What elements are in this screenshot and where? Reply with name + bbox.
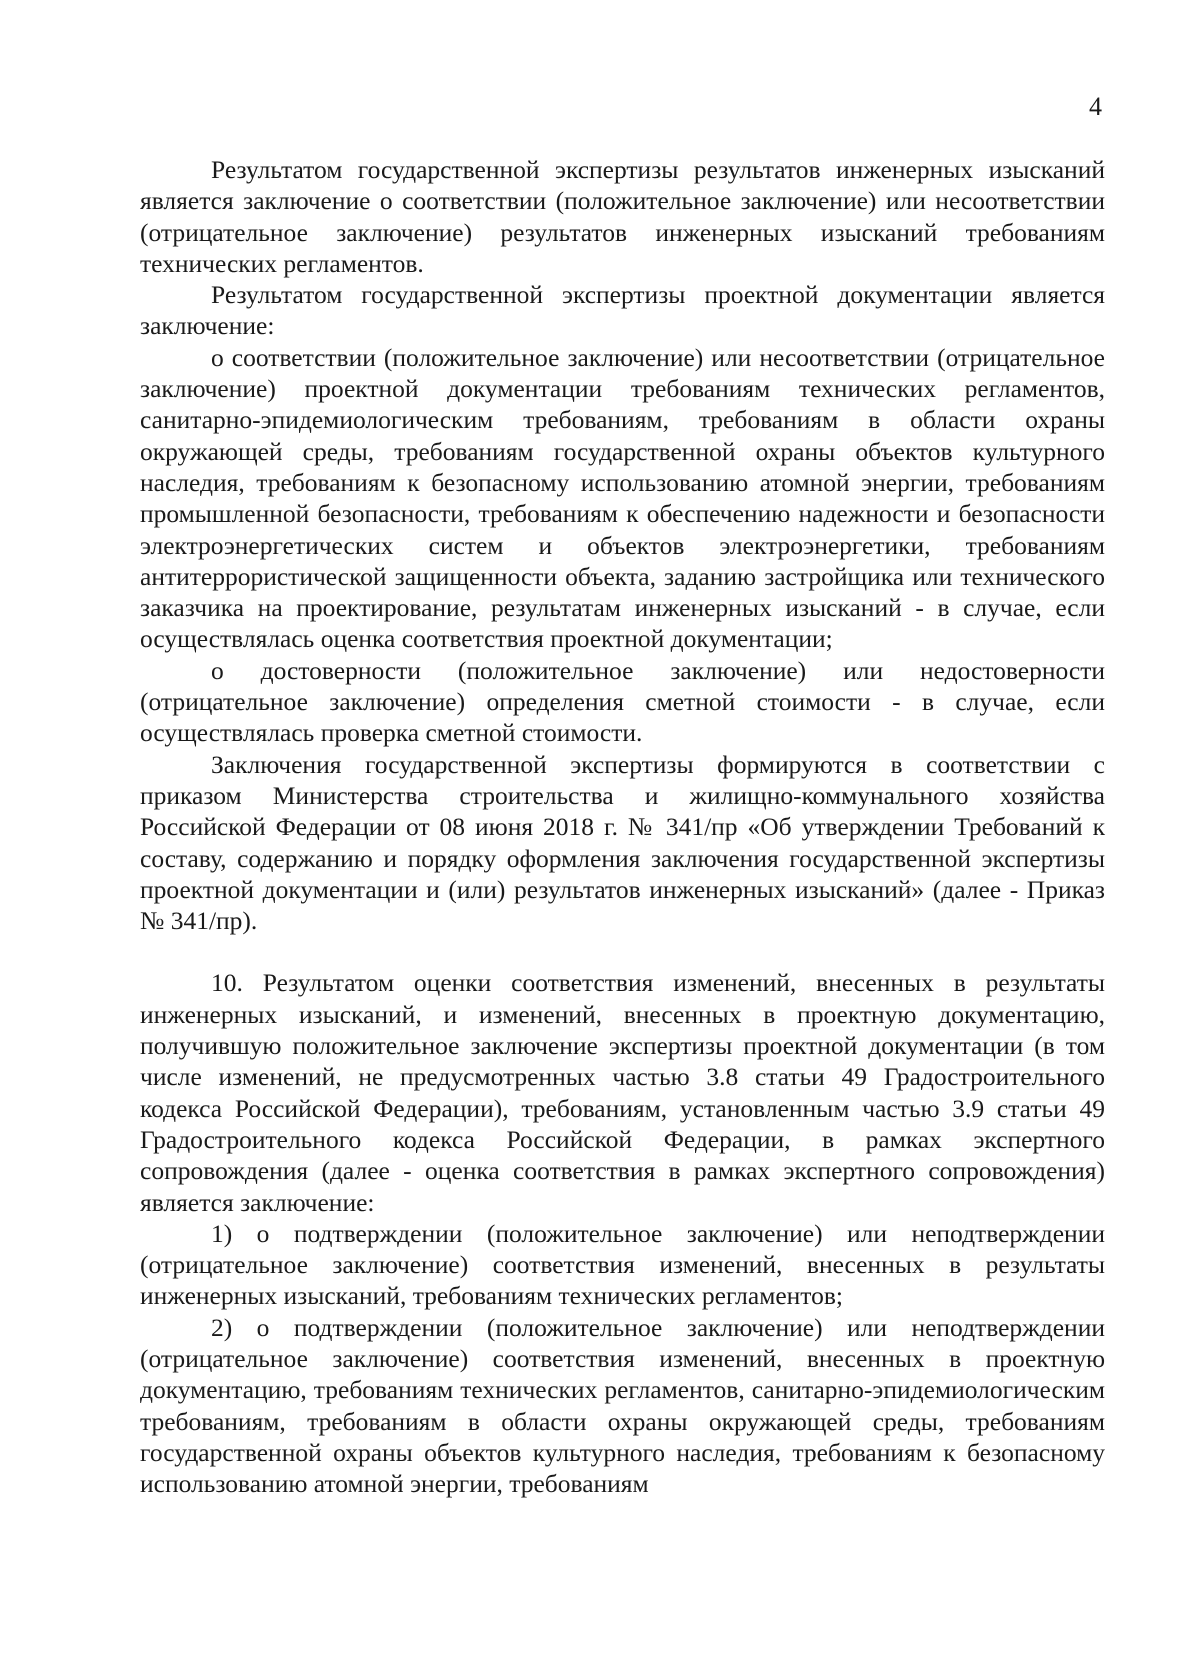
- paragraph-subitem-1: 1) о подтверждении (положительное заключение) или неподтверждении (отрицательное заключение) соответствия изменений, внесенных в результаты инженерных изысканий, требованиям технических регламентов;: [140, 1218, 1105, 1311]
- paragraph-compliance-option: о соответствии (положительное заключение) или несоответствии (отрицательное заключение) проектной документации требованиям технических регламентов, санитарно-эпидемиологическим требованиям, требованиям в области охраны окружающей среды, требованиям государственной охраны объектов культурного наследия, требованиям к безопасному использованию атомной энергии, требованиям промышленной безопасности, требованиям к обеспечению надежности и безопасности электроэнергетических систем и объектов электроэнергетики, требованиям антитеррористической защищенности объекта, заданию застройщика или технического заказчика на проектирование, результатам инженерных изысканий - в случае, если осуществлялась оценка соответствия проектной документации;: [140, 342, 1105, 654]
- paragraph-project-documentation-result: Результатом государственной экспертизы проектной документации является заключение:: [140, 280, 1105, 341]
- paragraph-item-10: 10. Результатом оценки соответствия изменений, внесенных в результаты инженерных изысканий, и изменений, внесенных в проектную документацию, получившую положительное заключение экспертизы проектной документации (в том числе изменений, не предусмотренных частью 3.8 статьи 49 Градостроительного кодекса Российской Федерации), требованиям, установленным частью 3.9 статьи 49 Градостроительного кодекса Российской Федерации, в рамках экспертного сопровождения (далее - оценка соответствия в рамках экспертного сопровождения) является заключение:: [140, 968, 1105, 1217]
- paragraph-conclusions-order: Заключения государственной экспертизы формируются в соответствии с приказом Министерства строительства и жилищно-коммунального хозяйства Российской Федерации от 08 июня 2018 г. № 341/пр «Об утверждении Требований к составу, содержанию и порядку оформления заключения государственной экспертизы проектной документации и (или) результатов инженерных изысканий» (далее - Приказ № 341/пр).: [140, 749, 1105, 936]
- paragraph-reliability-option: о достоверности (положительное заключение) или недостоверности (отрицательное заключение) определения сметной стоимости - в случае, если осуществлялась проверка сметной стоимости.: [140, 655, 1105, 748]
- document-body: [140, 154, 1105, 1499]
- paragraph-subitem-2: 2) о подтверждении (положительное заключение) или неподтверждении (отрицательное заключение) соответствия изменений, внесенных в проектную документацию, требованиям технических регламентов, санитарно-эпидемиологическим требованиям, требованиям в области охраны окружающей среды, требованиям государственной охраны объектов культурного наследия, требованиям к безопасному использованию атомной энергии, требованиям: [140, 1312, 1105, 1499]
- paragraph-gap: [140, 936, 1105, 967]
- paragraph-engineering-survey-result: Результатом государственной экспертизы результатов инженерных изысканий является заключение о соответствии (положительное заключение) или несоответствии (отрицательное заключение) результатов инженерных изысканий требованиям технических регламентов.: [140, 155, 1105, 278]
- page-number: 4: [1089, 92, 1102, 121]
